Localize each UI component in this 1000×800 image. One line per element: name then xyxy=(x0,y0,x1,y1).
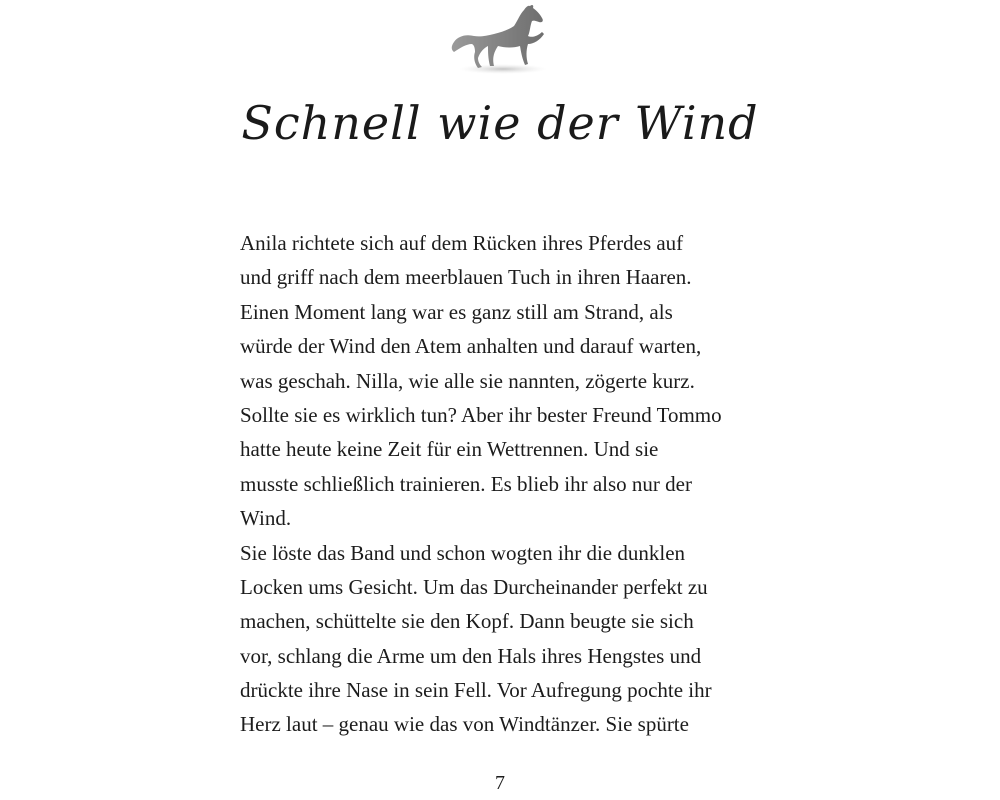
text-line: was geschah. Nilla, wie alle sie nannten, zögerte kurz. xyxy=(240,368,695,393)
text-line: Wind. xyxy=(240,506,292,531)
text-line: Sie löste das Band und schon wogten ihr die dunklen xyxy=(240,540,686,565)
horse-icon xyxy=(448,2,552,74)
text-line: hatte heute keine Zeit für ein Wettrennen. Und sie xyxy=(240,437,659,462)
text-line: machen, schüttelte sie den Kopf. Dann beugte sie sich xyxy=(240,609,694,634)
page-number: 7 xyxy=(495,772,505,794)
text-line: und griff nach dem meerblauen Tuch in ihren Haaren. xyxy=(240,265,692,290)
text-line: Anila richtete sich auf dem Rücken ihres Pferdes auf xyxy=(240,231,684,255)
text-line: Sollte sie es wirklich tun? Aber ihr bester Freund Tommo xyxy=(240,402,722,427)
text-line: Herz laut – genau wie das von Windtänzer. Sie spürte xyxy=(240,712,689,737)
chapter-title: Schnell wie der Wind xyxy=(241,96,759,150)
text-line: musste schließlich trainieren. Es blieb ihr also nur der xyxy=(240,471,692,496)
text-line: Einen Moment lang war es ganz still am Strand, als xyxy=(240,299,673,324)
body-text xyxy=(240,226,780,742)
text-line: drückte ihre Nase in sein Fell. Vor Aufregung pochte ihr xyxy=(240,678,712,703)
text-line: vor, schlang die Arme um den Hals ihres Hengstes und xyxy=(240,643,702,668)
text-line: würde der Wind den Atem anhalten und darauf warten, xyxy=(240,334,702,359)
text-line: Locken ums Gesicht. Um das Durcheinander perfekt zu xyxy=(240,574,708,599)
